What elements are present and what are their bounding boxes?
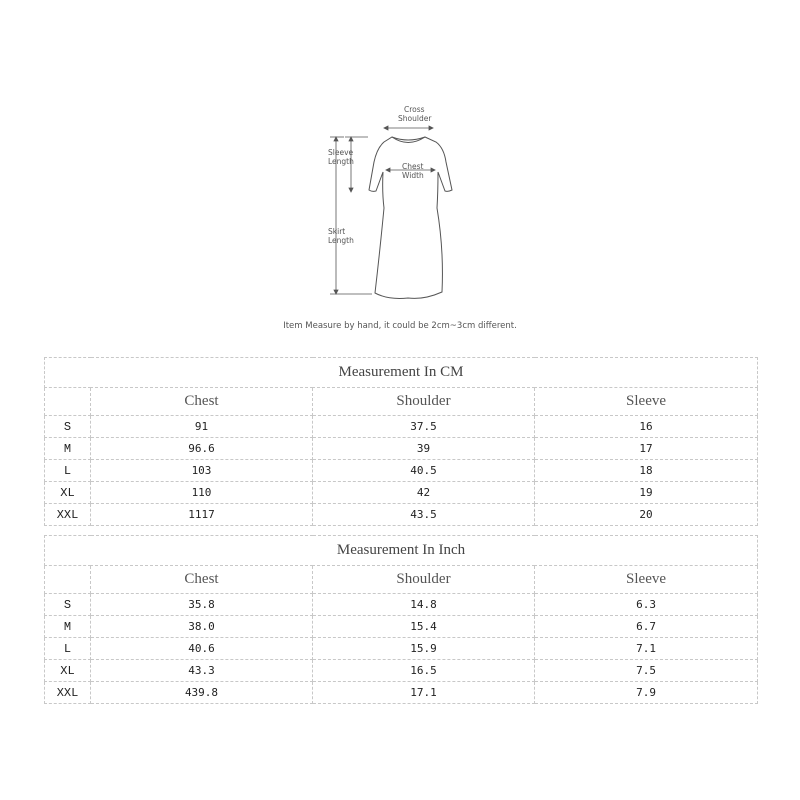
measurement-note: Item Measure by hand, it could be 2cm~3cm different. (283, 321, 517, 331)
table-row (45, 638, 758, 660)
cm-corner-cell (45, 388, 91, 416)
sleeve-length-label-2: Length (328, 157, 354, 166)
shoulder-value: 14.8 (313, 594, 535, 616)
size-label: XL (45, 482, 91, 504)
table-row (45, 616, 758, 638)
skirt-length-label-1: Skirt (328, 227, 346, 236)
table-row (45, 416, 758, 438)
sleeve-value: 6.3 (535, 594, 758, 616)
chest-value: 439.8 (91, 682, 313, 704)
table-row (45, 482, 758, 504)
shoulder-value: 40.5 (313, 460, 535, 482)
size-label: XXL (45, 682, 91, 704)
shoulder-value: 43.5 (313, 504, 535, 526)
chest-value: 110 (91, 482, 313, 504)
table-row (45, 504, 758, 526)
size-label: M (45, 438, 91, 460)
cross-shoulder-label-2: Shoulder (398, 114, 432, 123)
inch-corner-cell (45, 566, 91, 594)
inch-header-sleeve: Sleeve (535, 566, 758, 594)
size-label: XXL (45, 504, 91, 526)
inch-header-chest: Chest (91, 566, 313, 594)
size-label: XL (45, 660, 91, 682)
sleeve-value: 19 (535, 482, 758, 504)
shoulder-value: 16.5 (313, 660, 535, 682)
size-label: L (45, 638, 91, 660)
cm-header-chest: Chest (91, 388, 313, 416)
table-row (45, 438, 758, 460)
sleeve-value: 7.1 (535, 638, 758, 660)
table-row (45, 594, 758, 616)
sleeve-value: 17 (535, 438, 758, 460)
sleeve-value: 6.7 (535, 616, 758, 638)
sleeve-value: 20 (535, 504, 758, 526)
cm-table-title: Measurement In CM (45, 358, 758, 388)
sleeve-value: 7.9 (535, 682, 758, 704)
skirt-length-label-2: Length (328, 236, 354, 245)
chest-value: 96.6 (91, 438, 313, 460)
table-row (45, 460, 758, 482)
size-label: M (45, 616, 91, 638)
chest-value: 1117 (91, 504, 313, 526)
shoulder-value: 37.5 (313, 416, 535, 438)
inch-table-title: Measurement In Inch (45, 536, 758, 566)
cm-header-shoulder: Shoulder (313, 388, 535, 416)
dress-measurement-diagram (320, 100, 480, 305)
shoulder-value: 17.1 (313, 682, 535, 704)
shoulder-value: 15.4 (313, 616, 535, 638)
cross-shoulder-label-1: Cross (404, 105, 425, 114)
inch-header-shoulder: Shoulder (313, 566, 535, 594)
shoulder-value: 39 (313, 438, 535, 460)
chest-value: 35.8 (91, 594, 313, 616)
inch-size-table (44, 535, 758, 704)
table-row (45, 660, 758, 682)
cm-header-sleeve: Sleeve (535, 388, 758, 416)
shoulder-value: 42 (313, 482, 535, 504)
chest-value: 91 (91, 416, 313, 438)
chest-value: 103 (91, 460, 313, 482)
chest-width-label-1: Chest (402, 162, 424, 171)
chest-value: 38.0 (91, 616, 313, 638)
sleeve-value: 18 (535, 460, 758, 482)
sleeve-length-label-1: Sleeve (328, 148, 354, 157)
table-row (45, 682, 758, 704)
size-label: S (45, 594, 91, 616)
cm-size-table (44, 357, 758, 526)
chest-value: 40.6 (91, 638, 313, 660)
chest-value: 43.3 (91, 660, 313, 682)
shoulder-value: 15.9 (313, 638, 535, 660)
size-label: S (45, 416, 91, 438)
sleeve-value: 16 (535, 416, 758, 438)
sleeve-value: 7.5 (535, 660, 758, 682)
chest-width-label-2: Width (402, 171, 424, 180)
size-label: L (45, 460, 91, 482)
